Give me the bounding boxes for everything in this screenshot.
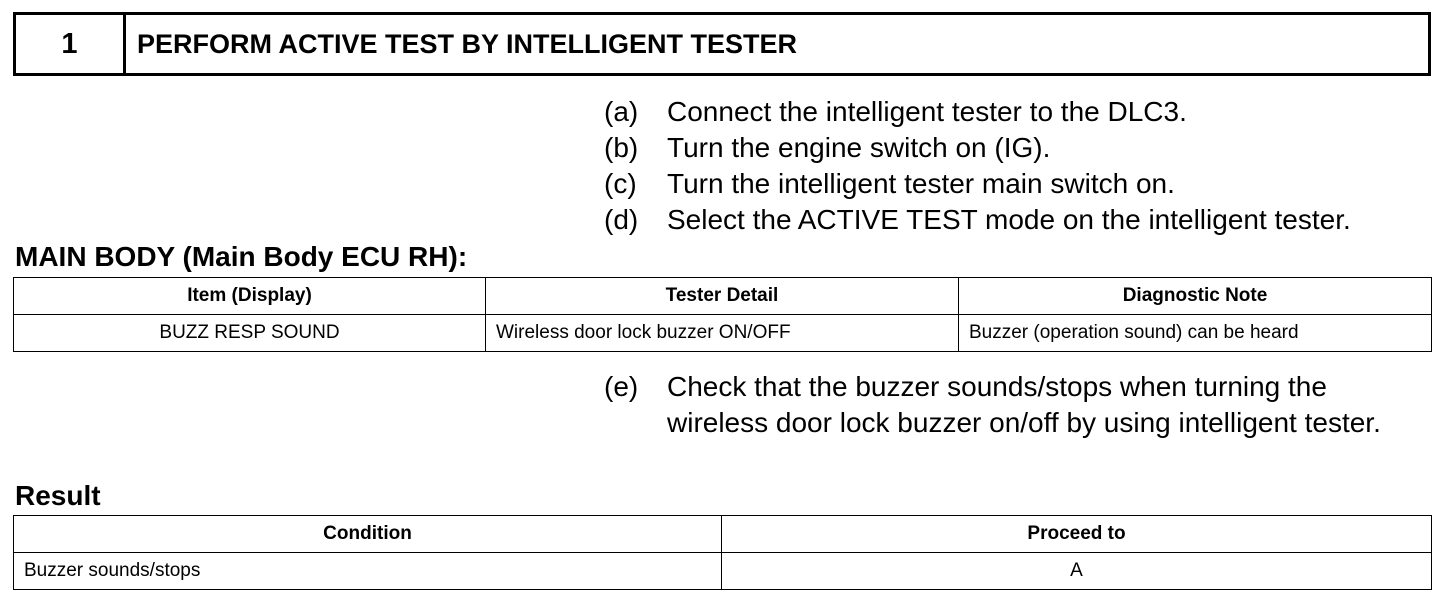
- instruction-label: (b): [604, 132, 639, 163]
- instruction-label: (a): [604, 96, 639, 127]
- table-cell: Wireless door lock buzzer ON/OFF: [486, 315, 959, 352]
- procedure-header: [13, 12, 1431, 76]
- instruction-text: Turn the intelligent tester main switch on.: [667, 168, 1175, 199]
- instruction-label: (e): [604, 371, 639, 402]
- column-header: Proceed to: [722, 516, 1432, 553]
- instruction-label: (d): [604, 204, 639, 235]
- table-cell: Buzzer sounds/stops: [14, 553, 722, 590]
- instruction-text: Turn the engine switch on (IG).: [667, 132, 1051, 163]
- instruction-item: [604, 130, 1407, 166]
- table-cell: Buzzer (operation sound) can be heard: [959, 315, 1432, 352]
- instruction-text: Connect the intelligent tester to the DLC3.: [667, 96, 1187, 127]
- step-number: 1: [16, 15, 126, 73]
- instruction-label: (c): [604, 168, 637, 199]
- table-row: [14, 553, 1432, 590]
- table-row: [14, 315, 1432, 352]
- instruction-item: [604, 94, 1407, 130]
- table-header-row: [14, 516, 1432, 553]
- instruction-item: [604, 369, 1397, 441]
- column-header: Item (Display): [14, 278, 486, 315]
- instruction-text: Check that the buzzer sounds/stops when turning the wireless door lock buzzer on/off by using intelligent tester.: [667, 371, 1381, 438]
- column-header: Condition: [14, 516, 722, 553]
- instruction-text: Select the ACTIVE TEST mode on the intelligent tester.: [667, 204, 1351, 235]
- result-table: [13, 515, 1432, 590]
- instruction-item: [604, 202, 1407, 238]
- step-title: PERFORM ACTIVE TEST BY INTELLIGENT TESTER: [137, 28, 798, 59]
- check-instruction: [604, 369, 1397, 441]
- table-header-row: [14, 278, 1432, 315]
- column-header: Tester Detail: [486, 278, 959, 315]
- instruction-list: [604, 94, 1407, 238]
- column-header: Diagnostic Note: [959, 278, 1432, 315]
- instruction-item: [604, 166, 1407, 202]
- result-title: Result: [15, 480, 101, 511]
- table-cell: BUZZ RESP SOUND: [14, 315, 486, 352]
- main-body-title: MAIN BODY (Main Body ECU RH):: [15, 241, 468, 272]
- table-cell: A: [722, 553, 1432, 590]
- main-body-table: [13, 277, 1432, 352]
